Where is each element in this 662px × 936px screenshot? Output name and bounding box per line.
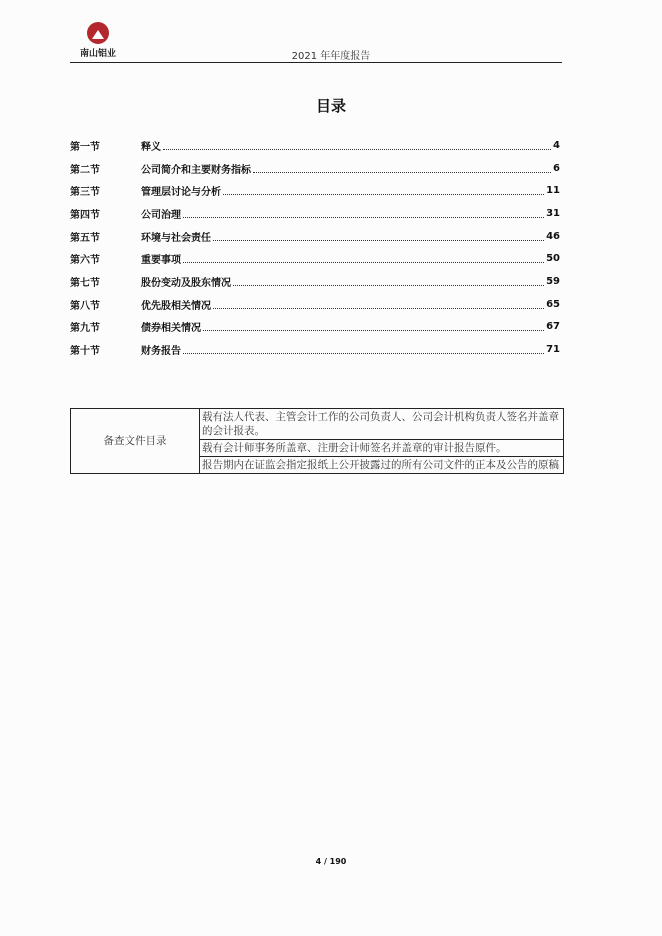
toc-section: 第六节 — [70, 255, 100, 267]
toc-leader-dots — [183, 345, 544, 354]
toc-section: 第十节 — [70, 346, 100, 358]
toc-leader-dots — [183, 209, 544, 218]
toc-entry[interactable] — [70, 157, 560, 180]
toc-entry[interactable] — [70, 293, 560, 316]
toc-entry[interactable] — [70, 225, 560, 248]
toc-entry-title: 公司简介和主要财务指标 — [141, 164, 251, 176]
table-of-contents — [70, 134, 560, 361]
toc-leader-dots — [253, 164, 551, 173]
toc-page-number: 59 — [546, 275, 560, 287]
toc-section: 第五节 — [70, 232, 100, 244]
toc-page-number: 67 — [546, 321, 560, 333]
toc-page-number: 50 — [546, 253, 560, 265]
toc-page-number: 46 — [546, 230, 560, 242]
toc-entry[interactable] — [70, 338, 560, 361]
toc-entry[interactable] — [70, 202, 560, 225]
toc-entry-title: 股份变动及股东情况 — [141, 277, 231, 289]
toc-leader-dots — [203, 322, 544, 331]
toc-entry[interactable] — [70, 270, 560, 293]
docs-item: 报告期内在证监会指定报纸上公开披露过的所有公司文件的正本及公告的原稿 — [200, 457, 564, 474]
header-title: 2021 年年度报告 — [291, 51, 371, 62]
toc-page-number: 31 — [546, 207, 560, 219]
toc-entry-title: 财务报告 — [141, 346, 181, 358]
toc-section: 第二节 — [70, 164, 100, 176]
logo-icon — [87, 22, 109, 44]
reference-documents-table — [70, 408, 564, 474]
toc-leader-dots — [223, 186, 544, 195]
toc-leader-dots — [213, 232, 544, 241]
toc-entry[interactable] — [70, 179, 560, 202]
toc-entry-title: 释义 — [141, 141, 161, 153]
toc-leader-dots — [163, 141, 551, 150]
docs-item: 载有法人代表、主管会计工作的公司负责人、公司会计机构负责人签名并盖章的会计报表。 — [200, 409, 564, 440]
toc-section: 第七节 — [70, 277, 100, 289]
toc-page-number: 6 — [553, 162, 560, 174]
toc-page-number: 11 — [546, 185, 560, 197]
toc-entry-title: 公司治理 — [141, 209, 181, 221]
toc-section: 第四节 — [70, 209, 100, 221]
toc-page-number: 71 — [546, 344, 560, 356]
toc-entry-title: 债券相关情况 — [141, 323, 201, 335]
logo-text: 南山铝业 — [79, 49, 116, 59]
toc-entry[interactable] — [70, 247, 560, 270]
toc-section: 第一节 — [70, 141, 100, 153]
toc-page-number: 4 — [553, 139, 560, 151]
toc-leader-dots — [233, 277, 544, 286]
toc-leader-dots — [213, 300, 544, 309]
docs-item: 载有会计师事务所盖章、注册会计师签名并盖章的审计报告原件。 — [200, 440, 564, 457]
toc-entry[interactable] — [70, 134, 560, 157]
toc-entry-title: 环境与社会责任 — [141, 232, 211, 244]
toc-leader-dots — [183, 254, 544, 263]
toc-entry-title: 管理层讨论与分析 — [141, 187, 221, 199]
toc-page-number: 65 — [546, 298, 560, 310]
toc-section: 第八节 — [70, 300, 100, 312]
toc-entry-title: 优先股相关情况 — [141, 300, 211, 312]
page-number: 4 / 190 — [315, 857, 347, 866]
toc-section: 第三节 — [70, 187, 100, 199]
toc-section: 第九节 — [70, 323, 100, 335]
header-divider — [70, 62, 562, 63]
docs-label: 备查文件目录 — [71, 409, 200, 474]
toc-entry[interactable] — [70, 316, 560, 339]
toc-title: 目录 — [315, 97, 346, 115]
toc-entry-title: 重要事项 — [141, 255, 181, 267]
